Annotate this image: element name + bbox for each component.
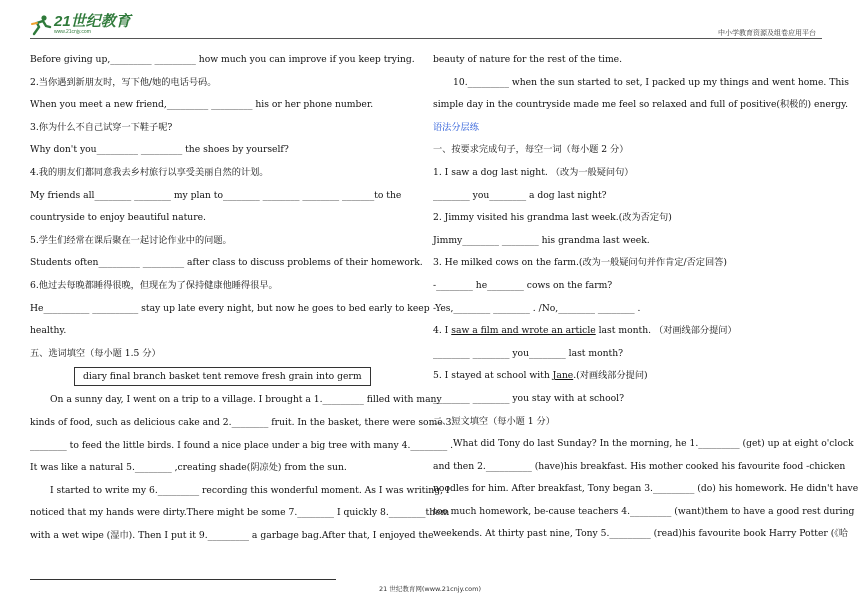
left-column xyxy=(30,49,455,547)
answer-line: Jimmy________ ________ his grandma last week. xyxy=(433,234,650,246)
text-line: with a wet wipe (湿巾). Then I put it 9._________ a garbage bag.After that, I enjoyed the xyxy=(30,529,434,541)
section-heading: 一、按要求完成句子，每空一词（每小题 2 分） xyxy=(433,144,629,156)
text-line: weekends. At thirty past nine, Tony 5._________ (read)his favourite book Harry Potter (《哈 xyxy=(433,528,849,540)
text-line: ________ to feed the little birds. I found a nice place under a big tree with many 4.________ . xyxy=(30,439,454,451)
text-line: 4.我的朋友们都同意我去乡村旅行以享受美丽自然的计划。 xyxy=(30,166,269,178)
answer-line: -Yes,________ ________ . /No,________ ________ . xyxy=(433,302,641,314)
question-line: 2. Jimmy visited his grandma last week.(改为否定句) xyxy=(433,212,672,224)
question-line: 1. I saw a dog last night. （改为一般疑问句） xyxy=(433,166,634,178)
word-bank-box: diary final branch basket tent remove fresh grain into germ xyxy=(74,367,371,386)
section-heading: 二、短文填空（每小题 1 分） xyxy=(433,415,555,427)
answer-line: ________ ________ you________ last month? xyxy=(433,347,624,359)
text-line: I started to write my 6._________ recording this wonderful moment. As I was writing, I xyxy=(50,484,450,496)
text-line: 6.他过去每晚都睡得很晚，但现在为了保持健康他睡得很早。 xyxy=(30,279,278,291)
page-header xyxy=(0,0,860,44)
text-line: 5.学生们经常在课后聚在一起讨论作业中的问题。 xyxy=(30,234,232,246)
underlined-phrase: saw a film and wrote an article xyxy=(451,325,596,337)
text-line: What did Tony do last Sunday? In the morning, he 1._________ (get) up at eight o'clock xyxy=(453,438,854,450)
runner-logo-icon xyxy=(30,14,52,36)
q5-suffix: .(对画线部分提问) xyxy=(573,370,648,382)
logo-subtext: www.21cnjy.com xyxy=(54,29,91,35)
header-divider xyxy=(30,38,822,39)
grammar-section-title: 语法分层练 xyxy=(433,121,479,133)
text-line: 2.当你遇到新朋友时，写下他/她的电话号码。 xyxy=(30,76,217,88)
text-line: Before giving up,_________ _________ how much you can improve if you keep trying. xyxy=(30,54,415,65)
text-line: Students often_________ _________ after class to discuss problems of their homework. xyxy=(30,257,423,269)
platform-title: 中小学教育资源及组卷应用平台 xyxy=(718,29,816,37)
answer-line: -________ he________ cows on the farm? xyxy=(433,279,613,291)
text-line: My friends all________ ________ my plan to________ ________ ________ _______to the xyxy=(30,189,402,201)
question-line xyxy=(433,320,825,343)
text-line: Why don't you_________ _________ the shoes by yourself? xyxy=(30,144,289,156)
text-line: noodles for him. After breakfast, Tony began 3._________ (do) his homework. He didn't have xyxy=(433,483,859,495)
text-line: countryside to enjoy beautiful nature. xyxy=(30,212,206,224)
text-line: simple day in the countryside made me feel so relaxed and full of positive(积极的) energy. xyxy=(433,99,848,111)
q4-suffix: last month. （对画线部分提问） xyxy=(595,325,737,337)
text-line: too much homework, be-cause teachers 4._________ (want)them to have a good rest during xyxy=(433,505,855,517)
underlined-phrase: Jane xyxy=(552,370,574,382)
question-line xyxy=(433,365,825,388)
text-line: noticed that my hands were dirty.There might be some 7.________ I quickly 8.________them xyxy=(30,507,450,519)
text-line: and then 2.__________ (have)his breakfast. His mother cooked his favourite food -chicken xyxy=(433,460,846,472)
text-line: It was like a natural 5.________ ,creating shade(阴凉处) from the sun. xyxy=(30,462,347,474)
text-line: healthy. xyxy=(30,325,67,337)
text-line: kinds of food, such as delicious cake and 2.________ fruit. In the basket, there were some 3. xyxy=(30,416,455,428)
answer-line: ________ you________ a dog last night? xyxy=(433,189,607,201)
q4-prefix: 4. I xyxy=(433,325,452,337)
text-line: 3.你为什么不自己试穿一下鞋子呢? xyxy=(30,121,173,133)
text-line: On a sunny day, I went on a trip to a village. I brought a 1._________ filled with many xyxy=(50,394,442,406)
page-footer: 21 世纪教育网(www.21cnjy.com) xyxy=(379,585,481,593)
right-column xyxy=(433,49,859,546)
text-line: beauty of nature for the rest of the time. xyxy=(433,54,623,65)
text-line: He__________ __________ stay up late every night, but now he goes to bed early to keep xyxy=(30,302,430,314)
section-heading: 五、选词填空（每小题 1.5 分） xyxy=(30,347,161,359)
site-logo xyxy=(30,14,131,36)
q5-prefix: 5. I stayed at school with xyxy=(433,370,553,382)
text-line: When you meet a new friend,_________ _________ his or her phone number. xyxy=(30,99,374,111)
text-line: 10._________ when the sun started to set, I packed up my things and went home. This xyxy=(453,76,849,88)
answer-line: ________ ________ you stay with at school? xyxy=(433,392,625,404)
footer-divider xyxy=(30,579,336,580)
question-line: 3. He milked cows on the farm.(改为一般疑问句并作肯定/否定回答) xyxy=(433,257,727,269)
logo-text: 21世纪教育 xyxy=(54,13,131,30)
